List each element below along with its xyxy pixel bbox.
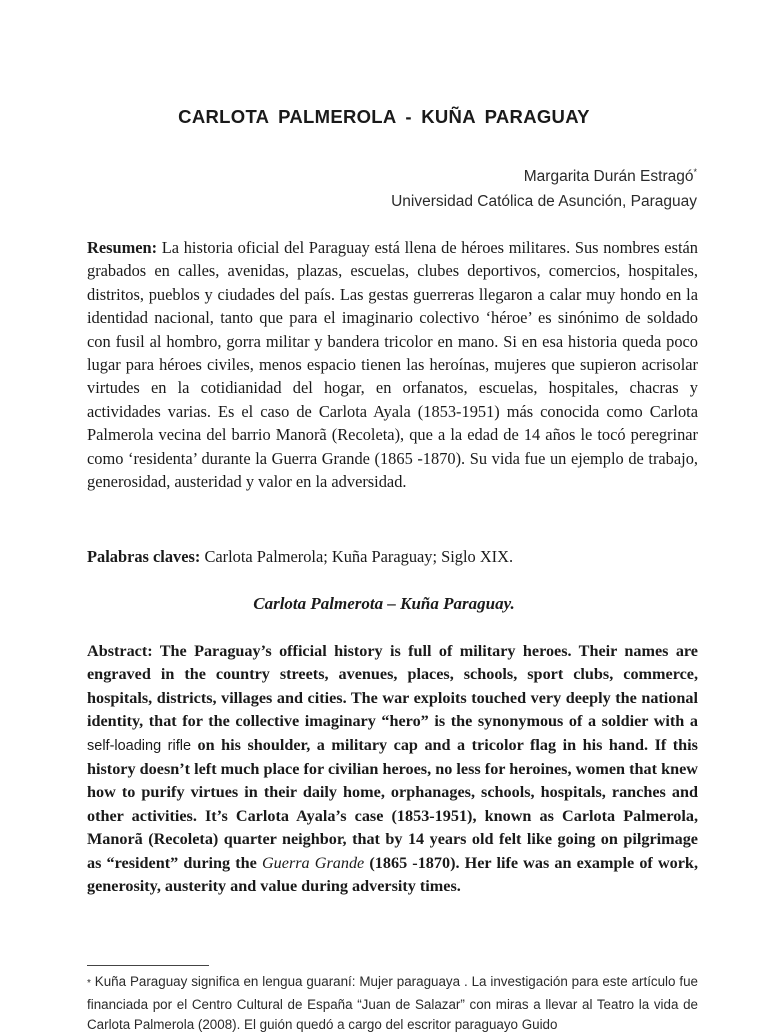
resumen-text: La historia oficial del Paraguay está llena de héroes militares. Sus nombres están grabados en calles, avenidas, plazas, escuelas, clubes deportivos, comercios, hospitales, distritos, pueblos y ciudades del país. Las gestas guerreras llegaron a calar muy hondo en la identidad nacional, tanto que para el imaginario colectivo ‘héroe’ es sinónimo de soldado con fusil al hombro, gorra militar y bandera tricolor en mano. Si en esa historia queda poco lugar para héroes civiles, menos espacio tienen las heroínas, mujeres que supieron acrisolar virtudes en la cotidianidad del hogar, en orfanatos, escuelas, hospitales, chacras y actividades varias. Es el caso de Carlota Ayala (1853-1951) más conocida como Carlota Palmerola vecina del barrio Manorã (Recoleta), que a la edad de 14 años le tocó peregrinar como ‘residenta’ durante la Guerra Grande (1865 -1870). Su vida fue un ejemplo de trabajo, generosidad, austeridad y valor en la adversidad.: [87, 238, 698, 492]
keywords-paragraph: [87, 545, 698, 568]
abstract-sans-phrase: self-loading rifle: [87, 737, 192, 754]
author-affiliation: Universidad Católica de Asunción, Paraguay: [391, 193, 697, 210]
resumen-paragraph: [87, 236, 698, 493]
resumen-label: Resumen:: [87, 238, 158, 257]
abstract-italic-phrase: Guerra Grande: [261, 853, 365, 872]
abstract-paragraph: [87, 640, 698, 898]
keywords-text: Carlota Palmerola; Kuña Paraguay; Siglo XIX.: [200, 547, 514, 566]
keywords-label: Palabras claves:: [87, 547, 201, 566]
abstract-text-part2: on his shoulder, a military cap and a tricolor flag in his hand. If this history doesn’t left much place for civilian heroes, no less for heroines, women that knew how to purify virtues in their daily home, orphanages, schools, hospitals, ranches and other activities. It’s Carlota Ayala’s case (1853-1951), known as Carlota Palmerola, Manorã (Recoleta) quarter neighbor, that by 14 years old felt like going on pilgrimage as “resident” during the: [87, 735, 698, 872]
author-name: [391, 160, 697, 189]
abstract-label: Abstract:: [87, 642, 153, 660]
abstract-title: Carlota Palmerota – Kuña Paraguay.: [253, 594, 515, 613]
footnote-mark: *: [87, 978, 91, 989]
article-title: CARLOTA PALMEROLA - KUÑA PARAGUAY: [178, 106, 590, 127]
abstract-text-part1: The Paraguay’s official history is full of military heroes. Their names are engraved in the country streets, avenues, places, schools, sport clubs, commerce, hospitals, districts, villages and cities. The war exploits touched very deeply the national identity, that for the collective imaginary “hero” is the synonymous of a soldier with a: [87, 642, 698, 731]
author-name-text: Margarita Durán Estragó: [523, 168, 694, 185]
footnote-divider: [87, 965, 209, 966]
author-block: [391, 160, 697, 214]
footnote-text: Kuña Paraguay significa en lengua guaraní: Mujer paraguaya . La investigación para este artículo fue financiada por el Centro Cultural de España “Juan de Salazar” con miras a llevar al Teatro la vida de Carlota Palmerola (2008). El guión quedó a cargo del escritor paraguayo Guido: [87, 974, 698, 1032]
footnote: [87, 972, 698, 1036]
author-footnote-mark: *: [693, 167, 697, 177]
abstract-text-part3: (1865 -1870). Her life was an example of work, generosity, austerity and value during adversity times.: [87, 853, 698, 896]
